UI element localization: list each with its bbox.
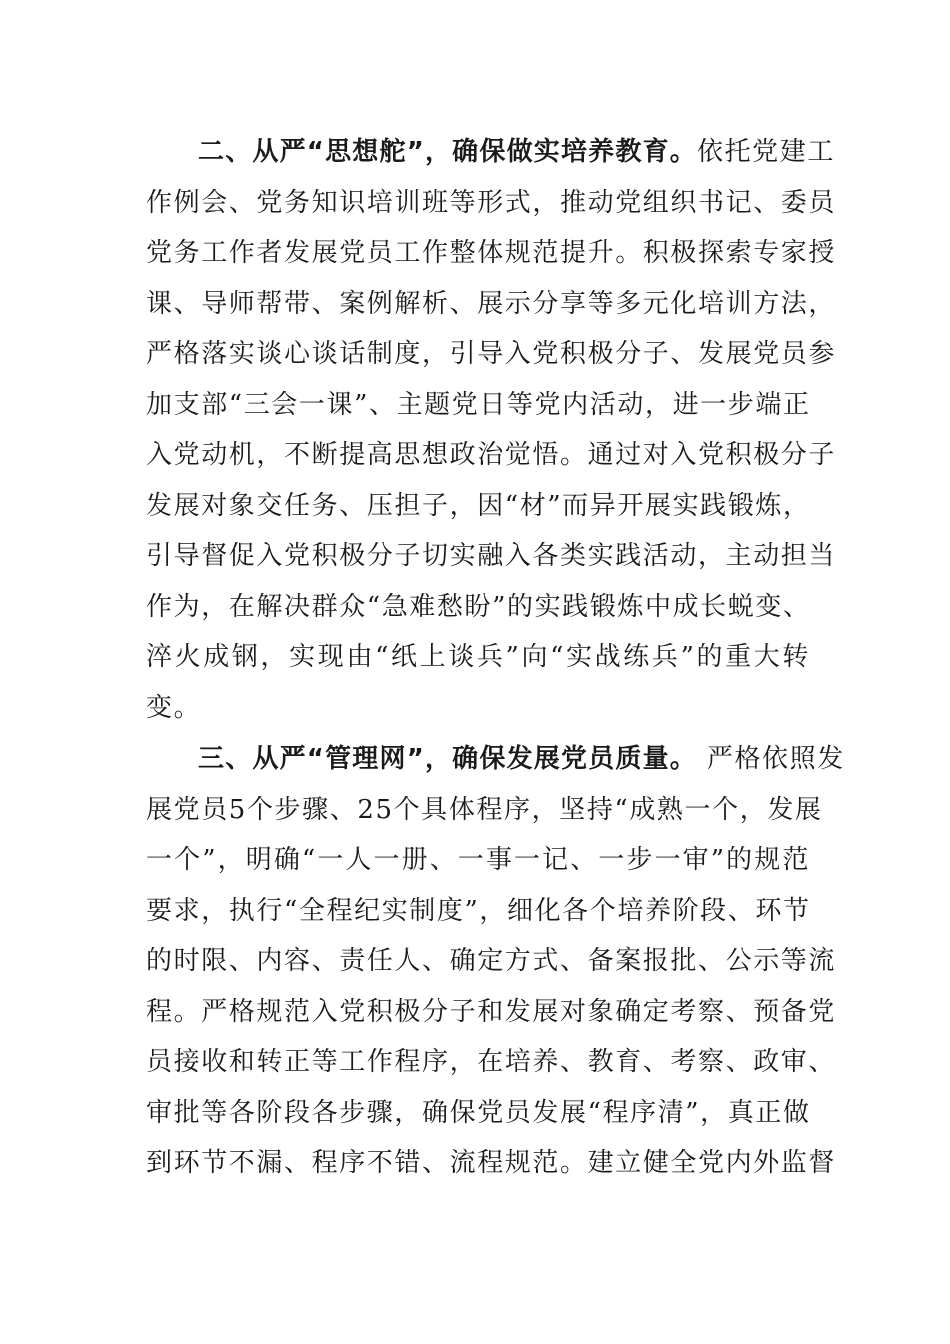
body-text: 依托党建工 (696, 137, 835, 167)
body-line: 入党动机，不断提高思想政治觉悟。通过对入党积极分子 (146, 440, 837, 470)
paragraph-first-line (146, 127, 835, 178)
body-line: 一个”，明确“一人一册、一事一记、一步一审”的规范 (146, 845, 810, 875)
section-heading: 二、从严“思想舵”，确保做实培养教育。 (198, 137, 697, 167)
body-line: 审批等各阶段各步骤，确保党员发展“程序清”，真正做 (146, 1097, 811, 1128)
body-line: 发展对象交任务、压担子，因“材”而异开展实践锻炼， (146, 490, 811, 521)
body-line: 课、导师帮带、案例解析、展示分享等多元化培训方法， (146, 288, 837, 319)
section-two-paragraph (146, 127, 837, 733)
section-heading: 三、从严“管理网”，确保发展党员质量。 (198, 744, 697, 774)
body-line: 作例会、党务知识培训班等形式，推动党组织书记、委员 (146, 187, 837, 218)
body-line: 变。 (146, 692, 202, 723)
body-line: 的时限、内容、责任人、确定方式、备案报批、公示等流 (146, 946, 837, 976)
body-line: 作为，在解决群众“急难愁盼”的实践锻炼中成长蜕变、 (146, 591, 811, 622)
body-line: 要求，执行“全程纪实制度”，细化各个培养阶段、环节 (146, 895, 811, 926)
body-line: 淬火成钢，实现由“纸上谈兵”向“实战练兵”的重大转 (146, 642, 810, 672)
body-line: 加支部“三会一课”、主题党日等党内活动，进一步端正 (146, 389, 811, 420)
body-line: 程。严格规范入党积极分子和发展对象确定考察、预备党 (146, 996, 837, 1027)
section-three-paragraph (146, 734, 845, 1189)
body-line: 到环节不漏、程序不错、流程规范。建立健全党内外监督 (146, 1148, 837, 1178)
body-line: 员接收和转正等工作程序，在培养、教育、考察、政审、 (146, 1047, 837, 1077)
paragraph-first-line (146, 734, 845, 785)
body-line: 严格落实谈心谈话制度，引导入党积极分子、发展党员参 (146, 339, 837, 369)
body-line: 展党员5个步骤、25个具体程序，坚持“成熟一个，发展 (146, 794, 823, 825)
body-line: 引导督促入党积极分子切实融入各类实践活动，主动担当 (146, 541, 837, 571)
body-line: 党务工作者发展党员工作整体规范提升。积极探索专家授 (146, 238, 837, 268)
body-text: 严格依照发 (696, 744, 845, 774)
